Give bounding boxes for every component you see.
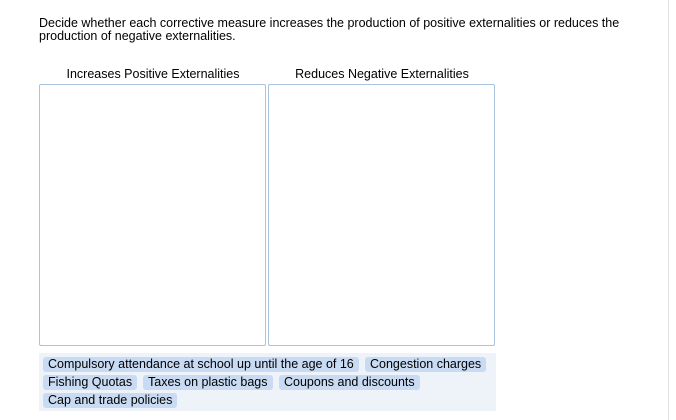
draggable-item-taxes-plastic-bags[interactable]: Taxes on plastic bags xyxy=(143,375,273,390)
draggable-item-cap-and-trade[interactable]: Cap and trade policies xyxy=(43,393,177,408)
question-instructions: Decide whether each corrective measure increases the production of positive externalities or reduces the production of negative externalities. xyxy=(39,16,620,43)
draggable-item-coupons-discounts[interactable]: Coupons and discounts xyxy=(279,375,420,390)
drop-zone-increases-positive[interactable] xyxy=(39,84,266,346)
draggable-item-fishing-quotas[interactable]: Fishing Quotas xyxy=(43,375,137,390)
drop-zone-reduces-negative[interactable] xyxy=(268,84,495,346)
column-header-negative: Reduces Negative Externalities xyxy=(295,67,469,81)
draggable-item-congestion-charges[interactable]: Congestion charges xyxy=(365,357,486,372)
column-header-positive: Increases Positive Externalities xyxy=(66,67,240,81)
draggable-item-compulsory-attendance[interactable]: Compulsory attendance at school up until the age of 16 xyxy=(43,357,359,372)
answer-bank xyxy=(39,353,496,411)
